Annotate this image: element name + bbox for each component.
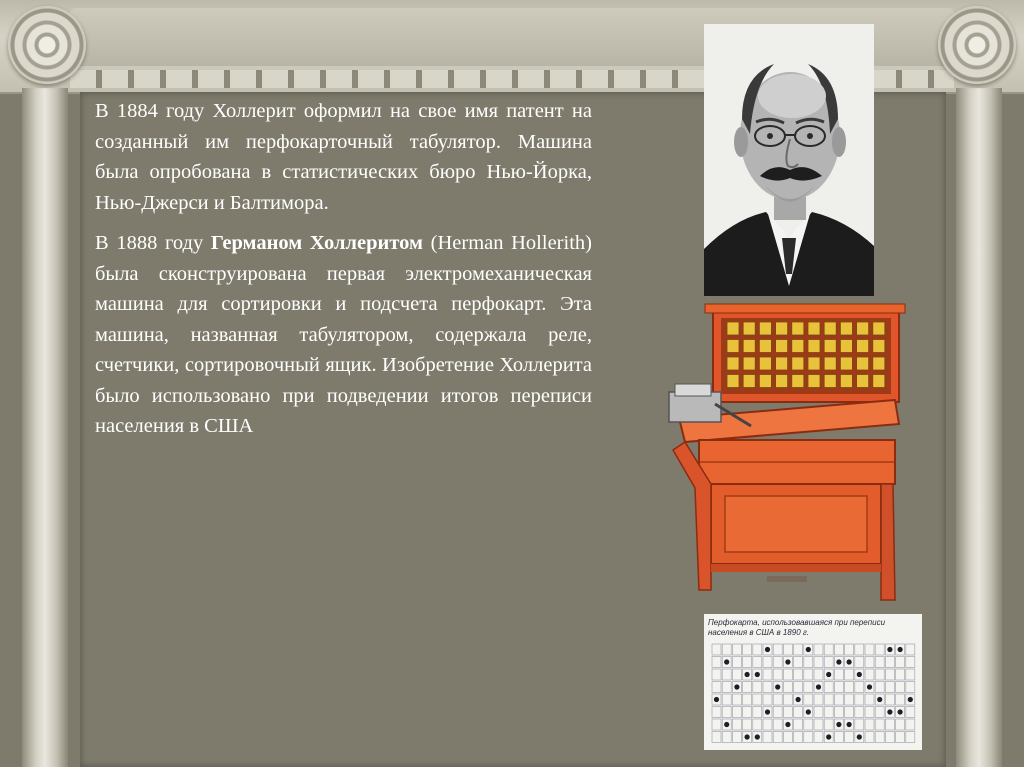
punch-card-illustration bbox=[704, 614, 922, 750]
left-column bbox=[22, 88, 68, 767]
paragraph-lead: В 1888 году bbox=[95, 232, 211, 254]
paragraph-tabulator bbox=[95, 228, 592, 442]
hollerith-portrait bbox=[704, 24, 874, 296]
punch-card-caption: Перфокарта, использовавшаяся при переписи населения в США в 1890 г. bbox=[708, 618, 886, 637]
left-volute-ornament bbox=[8, 6, 86, 84]
paragraph-rest: (Herman Hollerith) была сконструирована первая электромеханическая машина для сортировки и подсчета перфокарт. Эта машина, названная табулятором, содержала реле, счетчики, сортировочный ящик. Изобретение Холлерита было использовано при подведении итогов переписи населения в США bbox=[95, 232, 592, 437]
slide-text bbox=[95, 96, 592, 452]
right-column bbox=[956, 88, 1002, 767]
right-volute-ornament bbox=[938, 6, 1016, 84]
tabulator-machine-illustration bbox=[655, 300, 915, 610]
paragraph-patent: В 1884 году Холлерит оформил на свое имя патент на созданный им перфокарточный табулятор. Машина была опробована в статистических бюро Нью-Йорка, Нью-Джерси и Балтимора. bbox=[95, 100, 592, 214]
inventor-name: Германом Холлеритом bbox=[210, 232, 423, 254]
